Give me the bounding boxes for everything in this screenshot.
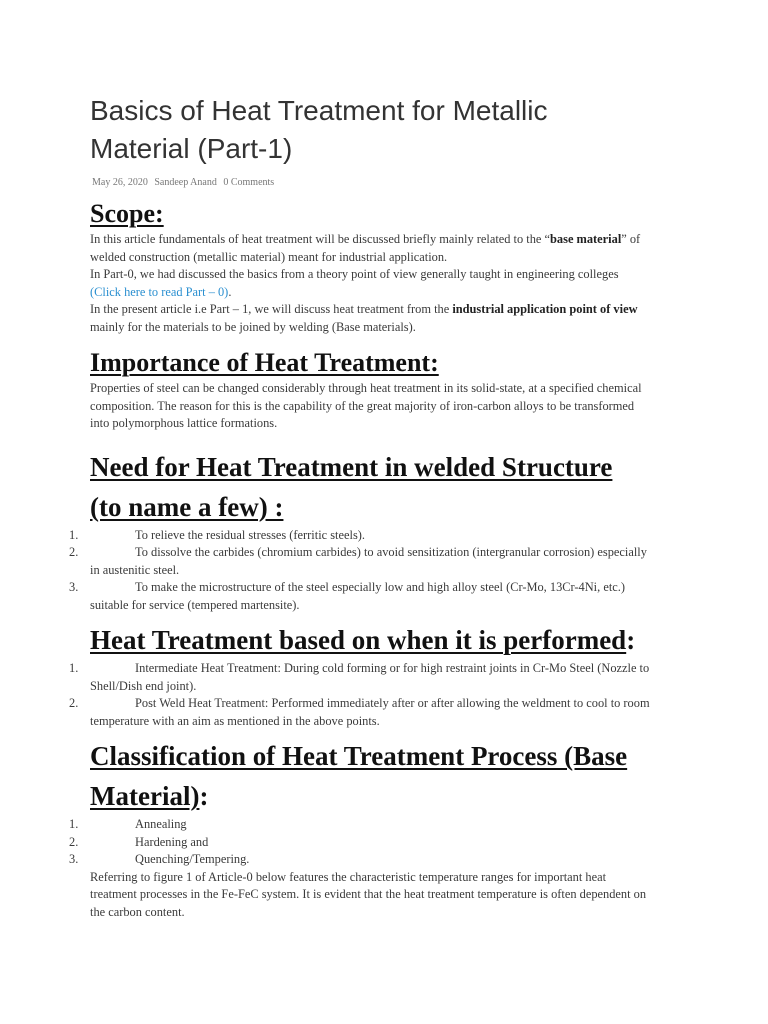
article-content (69, 92, 650, 921)
importance-heading: Importance of Heat Treatment: (90, 348, 439, 377)
need-heading: Need for Heat Treatment in welded Structure (to name a few) : (90, 451, 613, 522)
scope-paragraph-2: In Part-0, we had discussed the basics from a theory point of view generally taught in engineering colleges (Click here to read Part – 0). (90, 267, 619, 299)
list-item: 3. To make the microstructure of the steel especially low and high alloy steel (Cr-Mo, 13Cr-4Ni, etc.) suitable for service (tempered martensite). (69, 580, 625, 612)
when-heading: Heat Treatment based on when it is performed: (90, 625, 636, 655)
list-item: 2. To dissolve the carbides (chromium carbides) to avoid sensitization (intergranular corrosion) especially in austenitic steel. (69, 545, 647, 577)
scope-paragraph-3: In the present article i.e Part – 1, we will discuss heat treatment from the industrial application point of view mainly for the materials to be joined by welding (Base materials). (90, 302, 638, 334)
scope-paragraph-1: In this article fundamentals of heat treatment will be discussed briefly mainly related to the “base material” of welded construction (metallic material) meant for industrial application. (90, 232, 641, 264)
list-item: 2. Hardening and (69, 834, 209, 849)
list-item: 2. Post Weld Heat Treatment: Performed immediately after or after allowing the weldment to cool to room temperature with an aim as mentioned in the above points. (69, 696, 650, 728)
comments-count[interactable]: 0 Comments (223, 177, 275, 188)
classification-heading: Classification of Heat Treatment Process (Base Material): (90, 741, 628, 811)
read-part-0-link[interactable]: (Click here to read Part – 0) (90, 284, 229, 299)
post-date: May 26, 2020 (92, 177, 148, 188)
when-list (69, 660, 650, 730)
need-list (69, 527, 650, 615)
list-item: 1. Intermediate Heat Treatment: During cold forming or for high restraint joints in Cr-Mo Steel (Nozzle to Shell/Dish end joint). (69, 661, 650, 693)
list-item: 1. To relieve the residual stresses (ferritic steels). (69, 527, 365, 542)
classification-list (69, 816, 650, 869)
article-title: Basics of Heat Treatment for Metallic Material (Part-1) (90, 95, 548, 164)
list-item: 1. Annealing (69, 817, 187, 831)
list-item: 3. Quenching/Tempering. (69, 852, 250, 866)
classification-paragraph: Referring to figure 1 of Article-0 below features the characteristic temperature ranges for important heat treatment processes in the Fe-FeC system. It is evident that the heat treatment temperature is often dependent on the carbon content. (90, 869, 647, 919)
scope-heading: Scope: (90, 199, 164, 228)
article-meta (92, 177, 650, 189)
post-author[interactable]: Sandeep Anand (154, 177, 217, 188)
importance-paragraph: Properties of steel can be changed considerably through heat treatment in its solid-state, at a specified chemical composition. The reason for this is the capability of the great majority of iron-carbon alloys to be transformed into polymorphous lattice formations. (90, 381, 642, 430)
